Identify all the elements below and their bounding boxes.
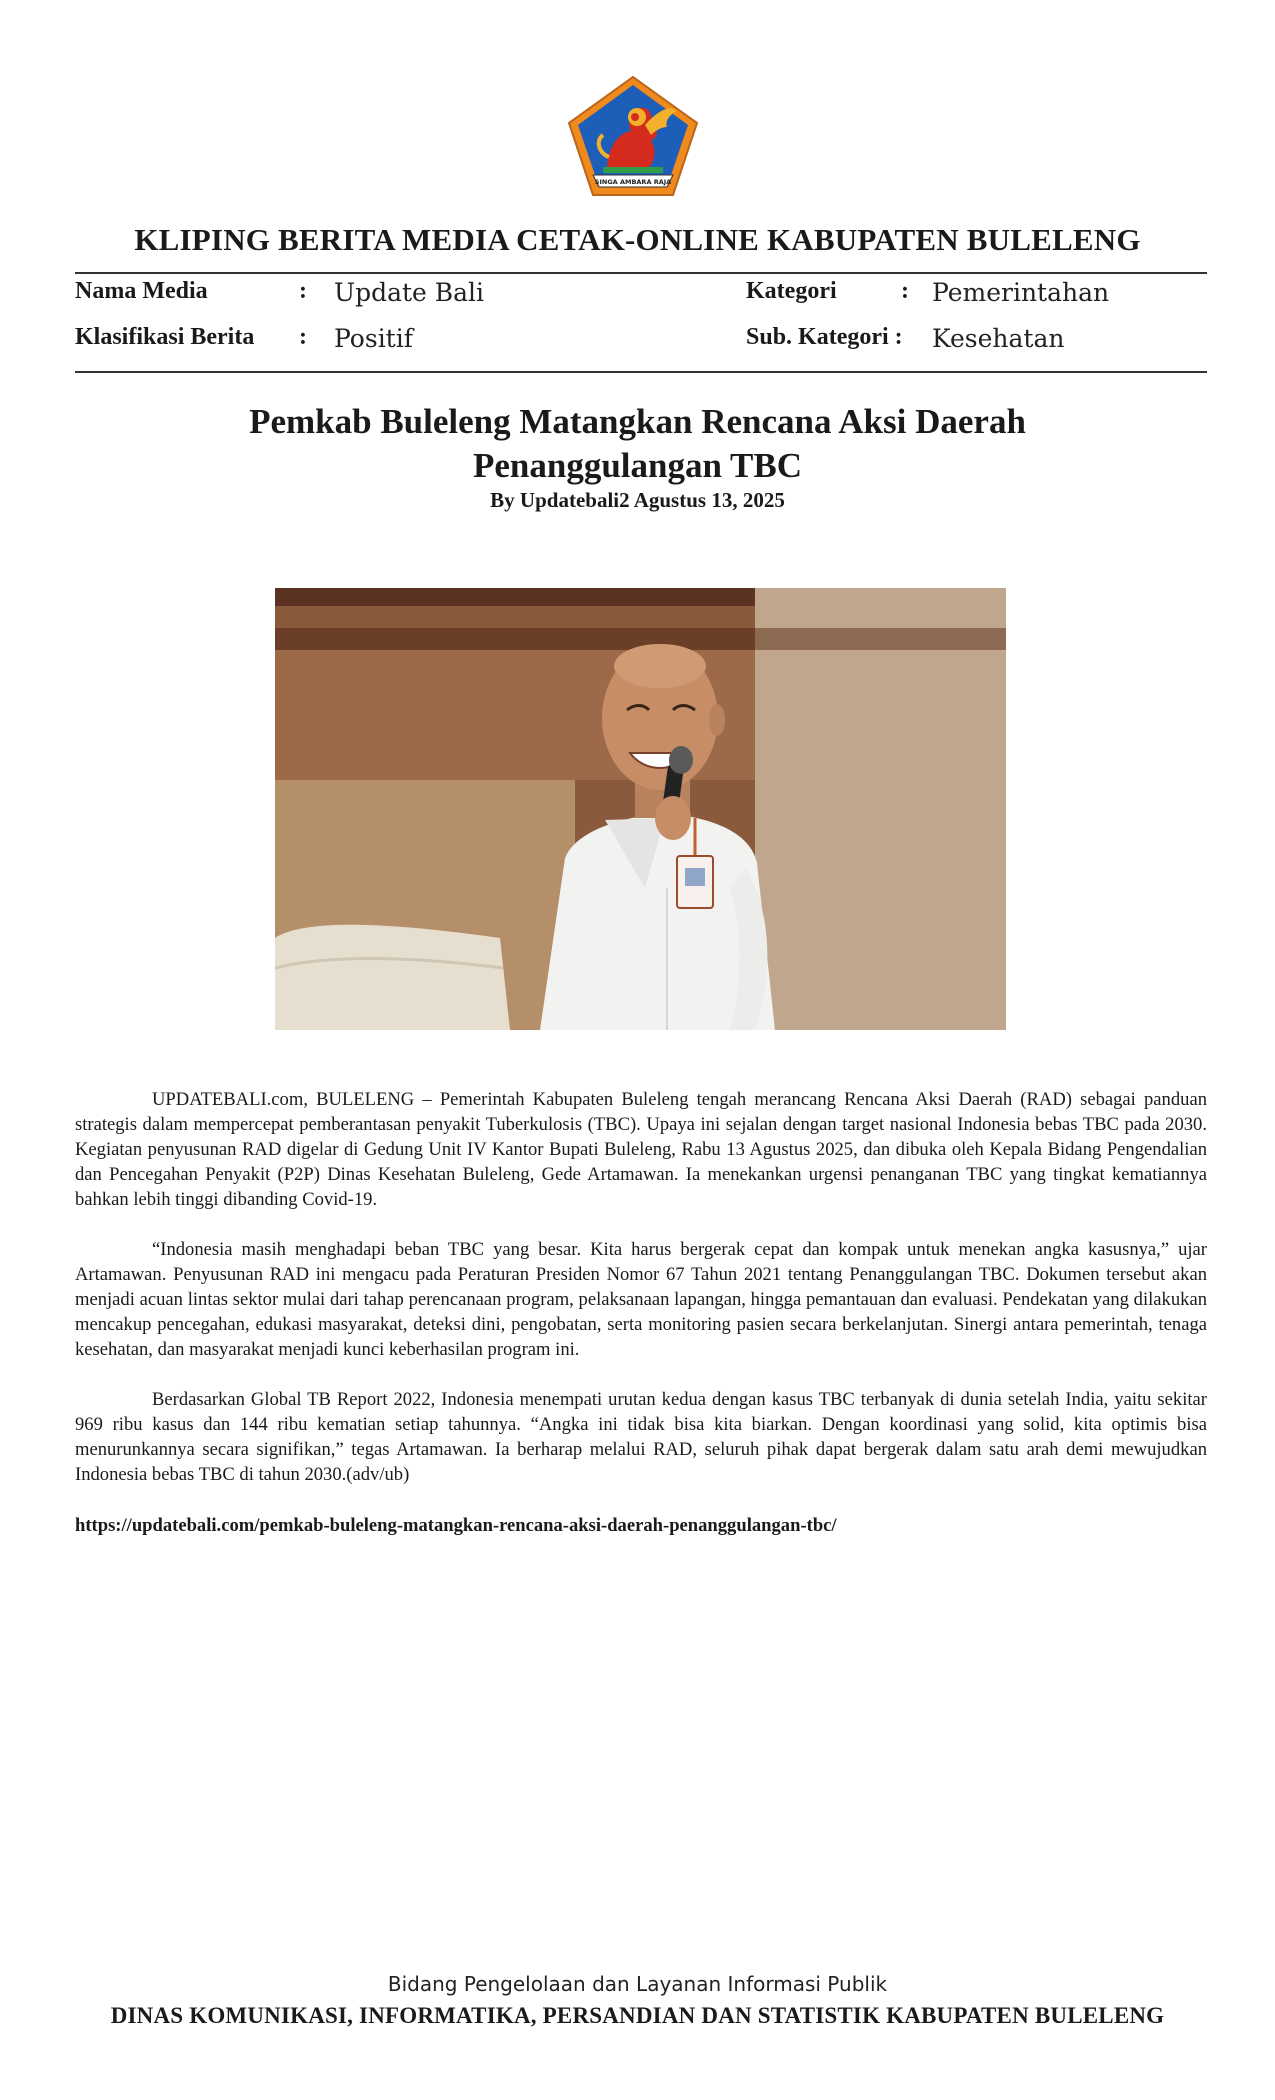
header-bottom-divider [75, 371, 1207, 373]
article-title-line-1: Pemkab Buleleng Matangkan Rencana Aksi Daerah [249, 402, 1026, 441]
klasifikasi-label: Klasifikasi Berita [75, 324, 255, 350]
article-photo [275, 588, 1006, 1030]
nama-media-label: Nama Media [75, 278, 208, 304]
logo-motto: SINGA AMBARA RAJA [594, 178, 672, 186]
klasifikasi-value: Positif [334, 324, 413, 353]
nama-media-value: Update Bali [334, 278, 485, 307]
article-body [75, 1087, 1207, 1512]
footer-department: Bidang Pengelolaan dan Layanan Informasi Publik [387, 1972, 888, 1996]
kategori-label: Kategori [746, 278, 837, 304]
buleleng-emblem-logo [567, 75, 699, 197]
nama-media-colon: : [299, 278, 307, 304]
document-header-title: KLIPING BERITA MEDIA CETAK-ONLINE KABUPATEN BULELENG [134, 222, 1141, 257]
article-paragraph: Berdasarkan Global TB Report 2022, Indonesia menempati urutan kedua dengan kasus TBC terbanyak di dunia setelah India, yaitu sekitar 969 ribu kasus dan 144 ribu kematian setiap tahunnya. “Angka ini tidak bisa kita biarkan. Dengan koordinasi yang solid, kita optimis bisa menurunkannya secara signifikan,” tegas Artamawan. Ia berharap melalui RAD, seluruh pihak dapat bergerak dalam satu arah demi mewujudkan Indonesia bebas TBC di tahun 2030.(adv/ub) [75, 1389, 1207, 1485]
kategori-colon: : [901, 278, 909, 304]
article-title-line-2: Penanggulangan TBC [472, 446, 803, 485]
klasifikasi-colon: : [299, 324, 307, 350]
article-paragraph: “Indonesia masih menghadapi beban TBC yang besar. Kita harus bergerak cepat dan kompak untuk menekan angka kasusnya,” ujar Artamawan. Penyusunan RAD ini mengacu pada Peraturan Presiden Nomor 67 Tahun 2021 tentang Penanggulangan TBC. Dokumen tersebut akan menjadi acuan lintas sektor mulai dari tahap perencanaan program, pelaksanaan lapangan, hingga pemantauan dan evaluasi. Pendekatan yang dilakukan mencakup pencegahan, edukasi masyarakat, deteksi dini, pengobatan, serta monitoring pasien secara berkelanjutan. Sinergi antara pemerintah, tenaga kesehatan, dan masyarakat menjadi kunci keberhasilan program ini. [75, 1239, 1207, 1360]
source-url-link[interactable]: https://updatebali.com/pemkab-buleleng-matangkan-rencana-aksi-daerah-penanggulangan-tbc/ [75, 1515, 837, 1536]
footer-agency: DINAS KOMUNIKASI, INFORMATIKA, PERSANDIAN DAN STATISTIK KABUPATEN BULELENG [110, 2003, 1165, 2028]
meta-row-classification [75, 324, 1207, 360]
article-byline: By Updatebali2 Agustus 13, 2025 [490, 488, 785, 512]
article-paragraph: UPDATEBALI.com, BULELENG – Pemerintah Kabupaten Buleleng tengah merancang Rencana Aksi Daerah (RAD) sebagai panduan strategis dalam mempercepat pemberantasan penyakit Tuberkulosis (TBC). Upaya ini sejalan dengan target nasional Indonesia bebas TBC pada 2030. Kegiatan penyusunan RAD digelar di Gedung Unit IV Kantor Bupati Buleleng, Rabu 13 Agustus 2025, dan dibuka oleh Kepala Bidang Pengendalian dan Pencegahan Penyakit (P2P) Dinas Kesehatan Buleleng, Gede Artamawan. Ia menekankan urgensi penanganan TBC yang tingkat kematiannya bahkan lebih tinggi dibanding Covid-19. [75, 1089, 1207, 1210]
meta-row-media [75, 278, 1207, 314]
header-top-divider [75, 272, 1207, 274]
article-title [100, 400, 1175, 488]
sub-kategori-value: Kesehatan [932, 324, 1065, 353]
kategori-value: Pemerintahan [932, 278, 1110, 307]
sub-kategori-label: Sub. Kategori : [746, 324, 903, 350]
